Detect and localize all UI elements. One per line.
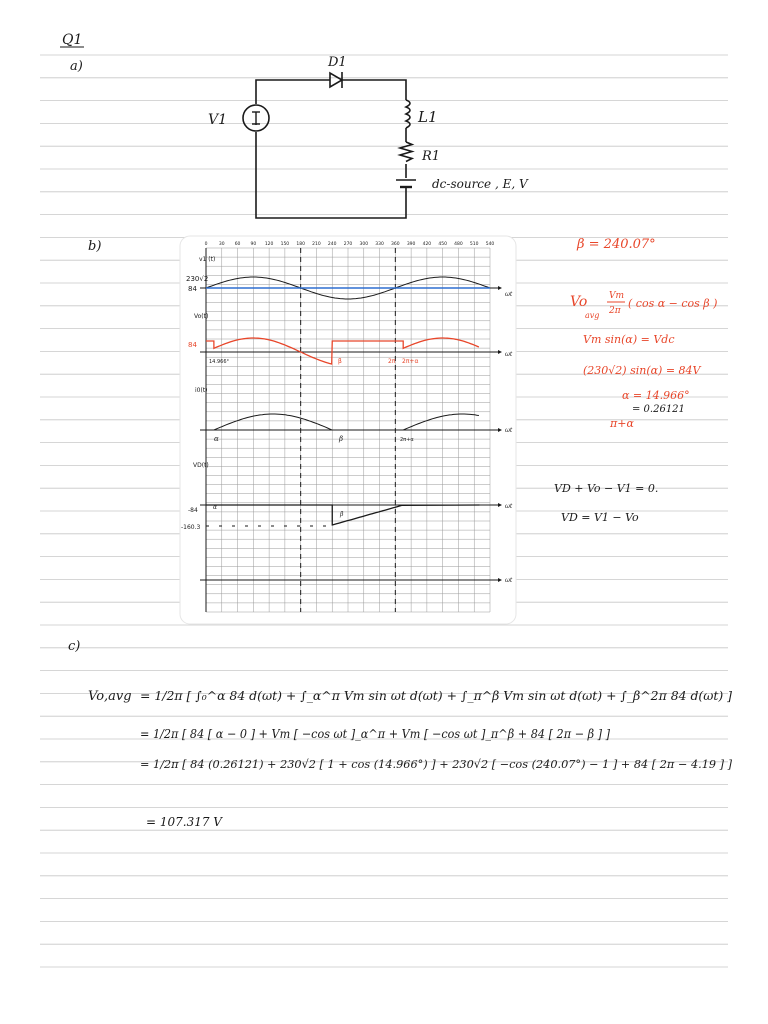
- degree-tick-label: 240: [327, 242, 337, 247]
- plot3-alpha: α: [214, 435, 219, 443]
- part-a-label: a): [70, 59, 83, 74]
- plot2-two-pi-alpha-label: 2π+α: [402, 358, 419, 365]
- source-label: V1: [208, 112, 228, 128]
- plot1-axis-label: ωt: [505, 291, 513, 298]
- plot1-ylabel: v1 (t): [199, 256, 216, 263]
- part-b-label: b): [88, 239, 102, 254]
- plot4-beta: β: [340, 511, 344, 518]
- plot2-beta-label: β: [338, 358, 342, 365]
- degree-tick-label: 330: [375, 242, 384, 247]
- plot1-level-top: 230√2: [186, 275, 209, 283]
- kvl1-note: VD + Vo − V1 = 0.: [554, 482, 659, 495]
- vo-avg-lhs: Vo: [570, 294, 588, 310]
- eq2-note: (230√2) sin(α) = 84V: [583, 364, 701, 377]
- plot1-level-mid: 84: [188, 285, 197, 293]
- plot2-axis-label: ωt: [505, 351, 513, 358]
- degree-tick-label: 90: [250, 242, 257, 247]
- waveform-sheet: [180, 236, 516, 624]
- degree-tick-label: 180: [296, 242, 305, 247]
- battery-label: dc-source , E, V: [432, 177, 528, 191]
- degree-tick-label: 0: [204, 242, 208, 247]
- part-a: [70, 55, 529, 218]
- plot2-ylabel: Vo(t): [194, 313, 209, 320]
- plot4-axis-label: ωt: [505, 503, 513, 510]
- plot3-axis-label: ωt: [505, 427, 513, 434]
- ac-source-symbol: [243, 105, 269, 131]
- plot4-level2: -160.3: [181, 524, 201, 531]
- degree-tick-label: 540: [485, 242, 495, 247]
- degree-tick-label: 60: [234, 242, 241, 247]
- battery-symbol: [396, 180, 416, 187]
- plot4-ylabel: VD(t): [193, 462, 209, 469]
- plot3-two-pi-alpha: 2π+α: [400, 437, 414, 443]
- question-label: Q1: [62, 32, 83, 48]
- degree-tick-label: 300: [359, 242, 369, 247]
- part-c-line2: = 1/2π [ 84 [ α − 0 ] + Vm [ −cos ωt ]_α^π + Vm [ −cos ωt ]_π^β + 84 [ 2π − β ] ]: [140, 727, 611, 741]
- degree-tick-label: 30: [218, 242, 225, 247]
- degree-tick-label: 510: [469, 242, 479, 247]
- plot2-alpha-label: 14.966°: [209, 359, 229, 365]
- eq1-note: Vm sin(α) = Vdc: [583, 333, 675, 346]
- degree-tick-label: 390: [406, 242, 416, 247]
- eq3-note: α = 14.966°: [622, 389, 690, 402]
- vo-avg-frac-den: 2π: [609, 306, 621, 316]
- vo-avg-rest: ( cos α − cos β ): [628, 297, 718, 310]
- resistor-label: R1: [422, 149, 441, 164]
- kvl2-note: VD = V1 − Vo: [561, 511, 639, 524]
- beta-note: β = 240.07°: [577, 237, 656, 252]
- diode-symbol: [330, 72, 342, 88]
- part-c: [68, 639, 733, 829]
- part-c-line1: = 1/2π [ ∫₀^α 84 d(ωt) + ∫_α^π Vm sin ωt d(ωt) + ∫_π^β Vm sin ωt d(ωt) + ∫_β^2π 84 d(ωt) ]: [140, 689, 733, 703]
- degree-tick-label: 150: [280, 242, 290, 247]
- plot5-axis-label: ωt: [505, 577, 513, 584]
- degree-tick-label: 120: [264, 242, 274, 247]
- inductor-label: L1: [418, 108, 438, 126]
- plot3-ylabel: i0(t): [195, 387, 208, 394]
- degree-tick-label: 450: [438, 242, 447, 247]
- part-c-line3: = 1/2π [ 84 (0.26121) + 230√2 [ 1 + cos (14.966°) ] + 230√2 [ −cos (240.07°) − 1 ] + 84 [ 2π − 4.19 ] ]: [140, 757, 733, 771]
- degree-tick-label: 210: [312, 242, 321, 247]
- resistor-symbol: [400, 142, 412, 162]
- diode-label: D1: [328, 55, 347, 70]
- plot4-level1: -84: [188, 507, 198, 514]
- part-c-lhs: Vo,avg: [88, 689, 132, 704]
- eq4-note: = 0.26121: [632, 404, 685, 415]
- plot3-beta: β: [339, 435, 344, 443]
- degree-tick-label: 420: [422, 242, 432, 247]
- plot4-alpha: α: [213, 504, 218, 511]
- part-c-label: c): [68, 639, 81, 654]
- vo-avg-frac-num: Vm: [609, 291, 625, 301]
- plot2-level: 84: [188, 341, 197, 349]
- part-b-notes: [554, 237, 717, 524]
- degree-tick-label: 480: [454, 242, 463, 247]
- eq5-note: π+α: [610, 417, 634, 430]
- vo-avg-sub: avg: [585, 311, 600, 320]
- degree-tick-label: 360: [391, 242, 400, 247]
- degree-tick-label: 270: [343, 242, 353, 247]
- plot2-two-pi-label: 2π: [388, 358, 396, 365]
- part-c-result: = 107.317 V: [146, 815, 222, 829]
